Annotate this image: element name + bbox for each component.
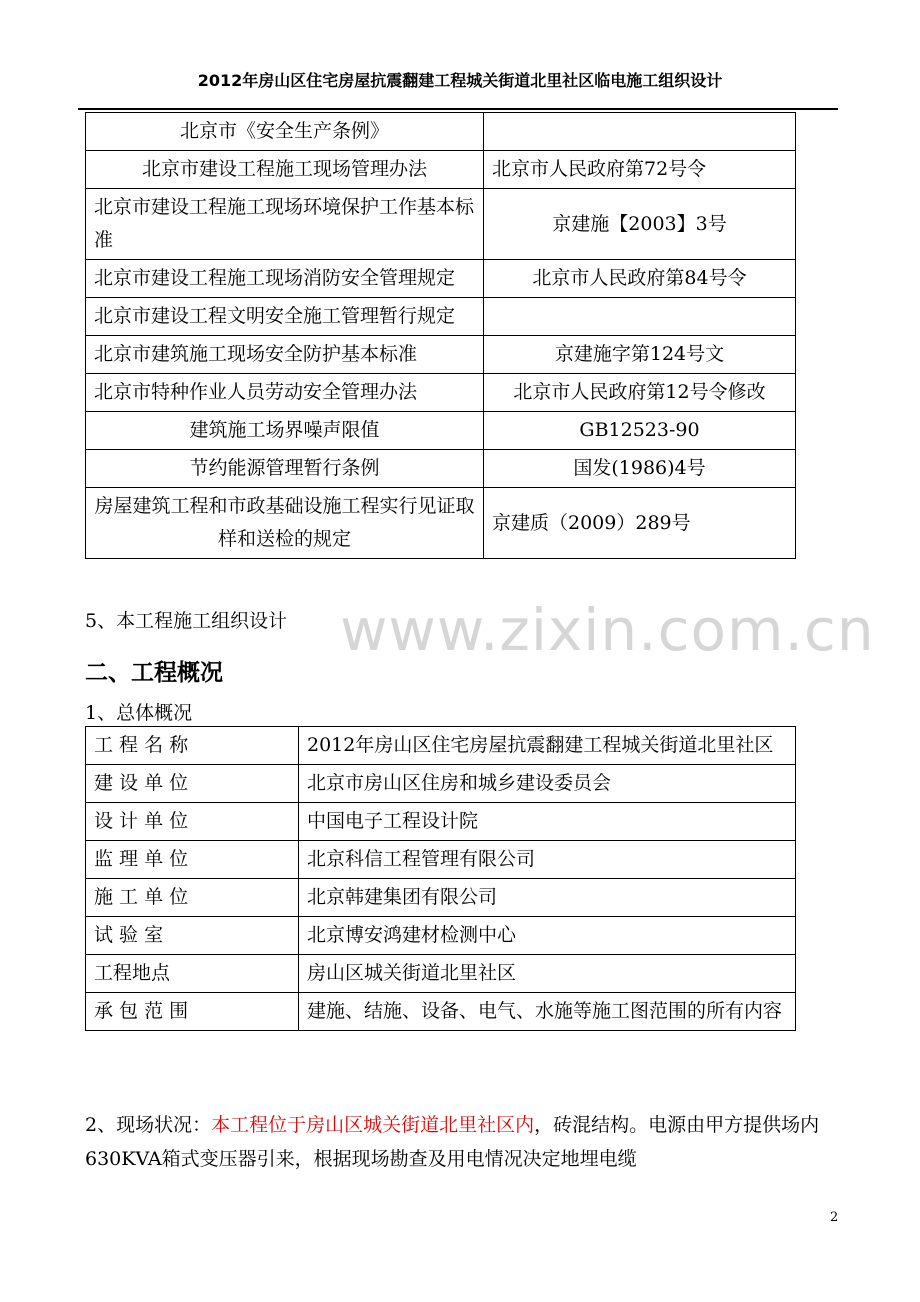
site-status-paragraph bbox=[85, 1108, 845, 1176]
regulation-document-number: 京建质（2009）289号 bbox=[484, 488, 796, 559]
table-row bbox=[86, 189, 796, 260]
regulation-document-number: GB12523-90 bbox=[484, 412, 796, 450]
page-header-title: 2012年房山区住宅房屋抗震翻建工程城关街道北里社区临电施工组织设计 bbox=[197, 71, 723, 90]
table-row bbox=[86, 260, 796, 298]
table-row bbox=[86, 803, 796, 841]
regulation-document-number: 北京市人民政府第84号令 bbox=[484, 260, 796, 298]
regulations-table bbox=[85, 112, 796, 559]
overview-label: 承 包 范 围 bbox=[86, 993, 299, 1031]
regulation-document-number: 北京市人民政府第72号令 bbox=[484, 151, 796, 189]
overview-label: 工 程 名 称 bbox=[86, 727, 299, 765]
table-row bbox=[86, 488, 796, 559]
regulation-name: 北京市建设工程施工现场管理办法 bbox=[86, 151, 484, 189]
overview-value: 中国电子工程设计院 bbox=[299, 803, 796, 841]
regulation-name: 北京市特种作业人员劳动安全管理办法 bbox=[86, 374, 484, 412]
regulation-document-number: 北京市人民政府第12号令修改 bbox=[484, 374, 796, 412]
regulation-name: 北京市《安全生产条例》 bbox=[86, 113, 484, 151]
overview-label: 设 计 单 位 bbox=[86, 803, 299, 841]
section-2-heading: 二、工程概况 bbox=[85, 660, 223, 686]
subsection-1-heading: 1、总体概况 bbox=[85, 702, 193, 724]
table-row bbox=[86, 879, 796, 917]
site-status-highlight: 本工程位于房山区城关街道北里社区内 bbox=[211, 1114, 535, 1136]
table-row bbox=[86, 336, 796, 374]
table-row bbox=[86, 765, 796, 803]
overview-value: 建施、结施、设备、电气、水施等施工图范围的所有内容 bbox=[299, 993, 796, 1031]
site-status-rest: ，砖混结构。电源由甲方提供场内630KVA箱式变压器引来，根据现场勘查及用电情况决定地埋电缆 bbox=[85, 1114, 820, 1170]
regulation-name: 北京市建设工程施工现场消防安全管理规定 bbox=[86, 260, 484, 298]
regulation-name: 建筑施工场界噪声限值 bbox=[86, 412, 484, 450]
table-row bbox=[86, 917, 796, 955]
overview-value: 房山区城关街道北里社区 bbox=[299, 955, 796, 993]
regulation-document-number bbox=[484, 113, 796, 151]
project-overview-table bbox=[85, 726, 796, 1031]
table-row bbox=[86, 113, 796, 151]
table-row bbox=[86, 993, 796, 1031]
overview-label: 建 设 单 位 bbox=[86, 765, 299, 803]
regulation-name: 节约能源管理暂行条例 bbox=[86, 450, 484, 488]
table-row bbox=[86, 298, 796, 336]
item-5-text: 5、本工程施工组织设计 bbox=[85, 610, 288, 632]
overview-value: 北京市房山区住房和城乡建设委员会 bbox=[299, 765, 796, 803]
regulation-document-number: 国发(1986)4号 bbox=[484, 450, 796, 488]
overview-value: 北京博安鸿建材检测中心 bbox=[299, 917, 796, 955]
page-number: 2 bbox=[830, 1210, 839, 1225]
table-row bbox=[86, 841, 796, 879]
regulation-name: 北京市建筑施工现场安全防护基本标准 bbox=[86, 336, 484, 374]
regulation-document-number bbox=[484, 298, 796, 336]
overview-value: 2012年房山区住宅房屋抗震翻建工程城关街道北里社区 bbox=[299, 727, 796, 765]
table-row bbox=[86, 374, 796, 412]
overview-label: 监 理 单 位 bbox=[86, 841, 299, 879]
overview-value: 北京韩建集团有限公司 bbox=[299, 879, 796, 917]
regulation-name: 北京市建设工程施工现场环境保护工作基本标准 bbox=[86, 189, 484, 260]
site-status-prefix: 2、现场状况： bbox=[85, 1114, 212, 1136]
table-row bbox=[86, 450, 796, 488]
table-row bbox=[86, 151, 796, 189]
regulation-document-number: 京建施【2003】3号 bbox=[484, 189, 796, 260]
watermark: www.zixin.com.cn bbox=[340, 596, 875, 664]
table-row bbox=[86, 727, 796, 765]
overview-label: 施 工 单 位 bbox=[86, 879, 299, 917]
table-row bbox=[86, 412, 796, 450]
regulation-name: 北京市建设工程文明安全施工管理暂行规定 bbox=[86, 298, 484, 336]
table-row bbox=[86, 955, 796, 993]
overview-label: 工程地点 bbox=[86, 955, 299, 993]
overview-value: 北京科信工程管理有限公司 bbox=[299, 841, 796, 879]
regulation-name: 房屋建筑工程和市政基础设施工程实行见证取样和送检的规定 bbox=[86, 488, 484, 559]
overview-label: 试 验 室 bbox=[86, 917, 299, 955]
regulation-document-number: 京建施字第124号文 bbox=[484, 336, 796, 374]
header-divider bbox=[78, 108, 838, 110]
